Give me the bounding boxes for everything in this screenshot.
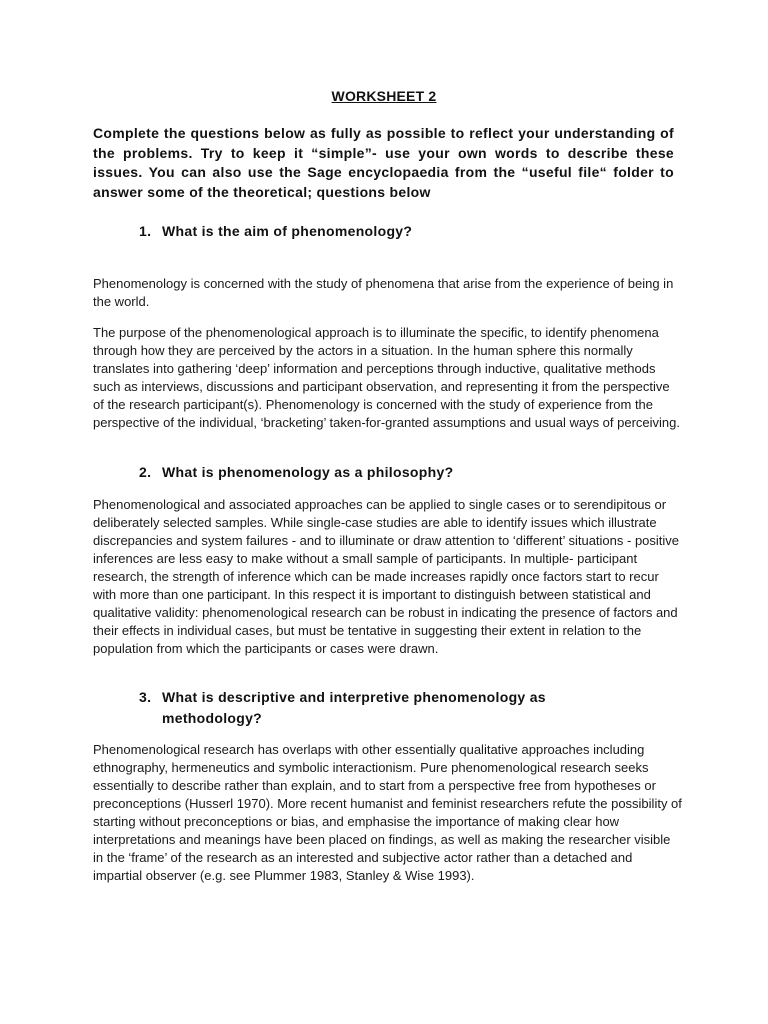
answer-2-paragraph-1: Phenomenological and associated approaches can be applied to single cases or to serendipitous or deliberately selected samples. While single-case studies are able to identify issues which illustrate discrepancies and system failures - and to illuminate or draw attention to ‘different’ situations - positive inferences are less easy to make without a small sample of participants. In multiple- participant research, the strength of inference which can be made increases rapidly once factors start to recur with more than one participant. In this respect it is important to distinguish between statistical and qualitative validity: phenomenological research can be robust in indicating the presence of factors and their effects in individual cases, but must be tentative in suggesting their extent in relation to the population from which the participants or cases were drawn.	[93, 497, 680, 656]
question-3	[139, 687, 679, 729]
answer-3-paragraph-1: Phenomenological research has overlaps with other essentially qualitative approaches including ethnography, hermeneutics and symbolic interactionism. Pure phenomenological research seeks essentially to describe rather than explain, and to start from a perspective free from hypotheses or preconceptions (Husserl 1970). More recent humanist and feminist researchers refute the possibility of starting without preconceptions or bias, and emphasise the importance of making clear how interpretations and meanings have been placed on findings, as well as making the researcher visible in the ‘frame’ of the research as an interested and subjective actor rather than a detached and impartial observer (e.g. see Plummer 1983, Stanley & Wise 1993).	[93, 742, 682, 883]
question-1	[139, 221, 679, 242]
question-1-number: 1.	[139, 223, 152, 239]
question-3-number: 3.	[139, 689, 152, 705]
question-2-number: 2.	[139, 464, 152, 480]
question-3-text: What is descriptive and interpretive phenomenology as methodology?	[162, 689, 546, 726]
question-1-text: What is the aim of phenomenology?	[162, 223, 413, 239]
answer-1-paragraph-2: The purpose of the phenomenological approach is to illuminate the specific, to identify phenomena through how they are perceived by the actors in a situation. In the human sphere this normally translates into gathering ‘deep’ information and perceptions through inductive, qualitative methods such as interviews, discussions and participant observation, and representing it from the perspective of the research participant(s). Phenomenology is concerned with the study of experience from the perspective of the individual, ‘bracketing’ taken-for-granted assumptions and usual ways of perceiving.	[93, 325, 681, 430]
question-2	[139, 462, 679, 483]
answer-1-paragraph-1: Phenomenology is concerned with the study of phenomena that arise from the experience of being in the world.	[93, 276, 674, 309]
worksheet-title: WORKSHEET 2	[331, 88, 437, 104]
question-2-text: What is phenomenology as a philosophy?	[162, 464, 454, 480]
instructions-paragraph: Complete the questions below as fully as possible to reflect your understanding of the problems. Try to keep it “simple”- use your own words to describe these issues. You can also use the Sage encyclopaedia from the “useful file“ folder to answer some of the theoretical; questions below	[93, 125, 674, 200]
